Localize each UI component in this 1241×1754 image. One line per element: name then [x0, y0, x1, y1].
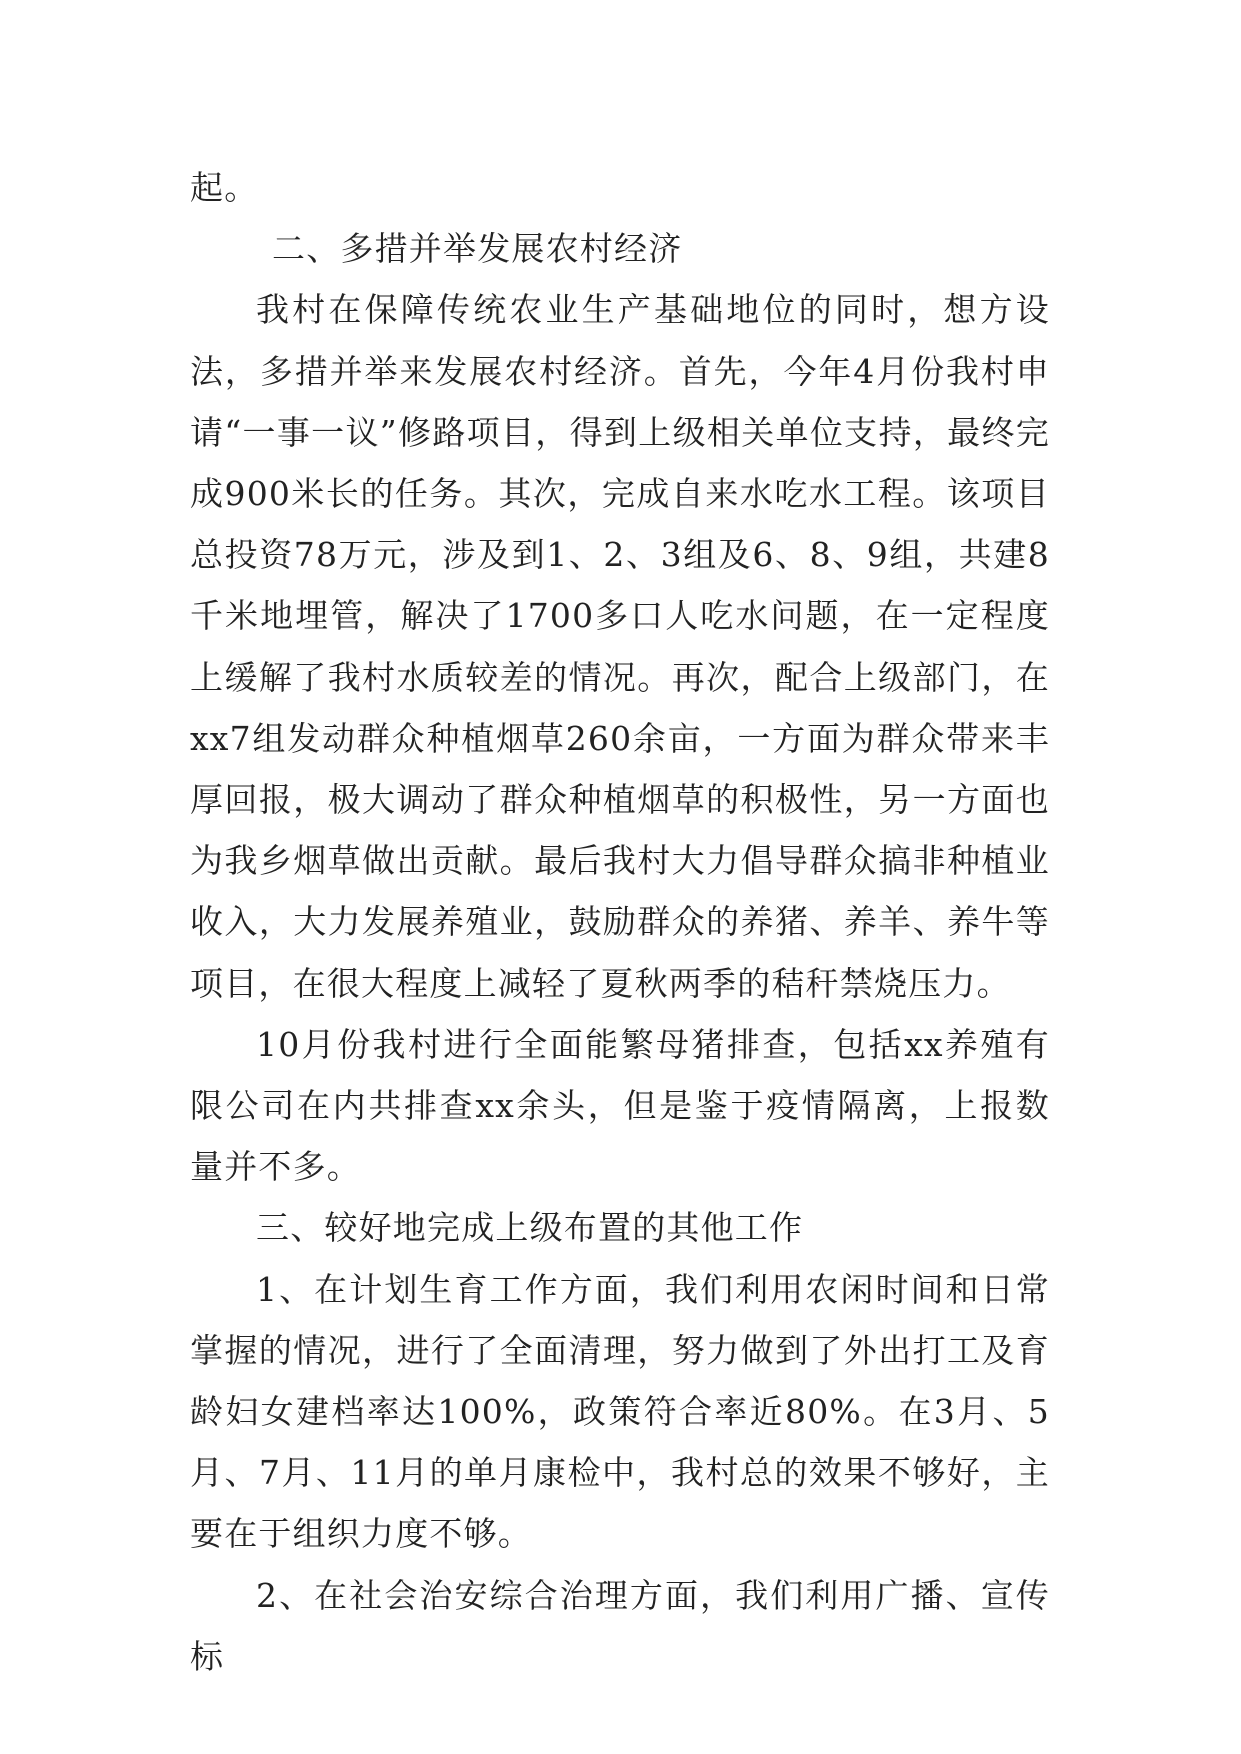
- paragraph-sow-survey: 10月份我村进行全面能繁母猪排查，包括xx养殖有限公司在内共排查xx余头，但是鉴于疫情隔离，上报数量并不多。: [190, 1024, 1050, 1187]
- paragraph-family-planning: 1、在计划生育工作方面，我们利用农闲时间和日常掌握的情况，进行了全面清理，努力做到了外出打工及育龄妇女建档率达100%，政策符合率近80%。在3月、5月、7月、11月的单月康检中，我村总的效果不够好，主要在于组织力度不够。: [190, 1269, 1050, 1554]
- paragraph-continuation: 起。: [190, 168, 259, 207]
- section-heading-2: 二、多措并举发展农村经济: [272, 229, 683, 269]
- section-heading-3: 三、较好地完成上级布置的其他工作: [256, 1208, 804, 1248]
- paragraph-public-security: 2、在社会治安综合治理方面，我们利用广播、宣传标: [190, 1575, 1050, 1676]
- document-body: [190, 157, 1050, 1687]
- paragraph-economy: 我村在保障传统农业生产基础地位的同时，想方设法，多措并举来发展农村经济。首先，今年4月份我村申请“一事一议”修路项目，得到上级相关单位支持，最终完成900米长的任务。其次，完成自来水吃水工程。该项目总投资78万元，涉及到1、2、3组及6、8、9组，共建8千米地埋管，解决了1700多口人吃水问题，在一定程度上缓解了我村水质较差的情况。再次，配合上级部门，在xx7组发动群众种植烟草260余亩，一方面为群众带来丰厚回报，极大调动了群众种植烟草的积极性，另一方面也为我乡烟草做出贡献。最后我村大力倡导群众搞非种植业收入，大力发展养殖业，鼓励群众的养猪、养羊、养牛等项目，在很大程度上减轻了夏秋两季的秸秆禁烧压力。: [190, 290, 1050, 1003]
